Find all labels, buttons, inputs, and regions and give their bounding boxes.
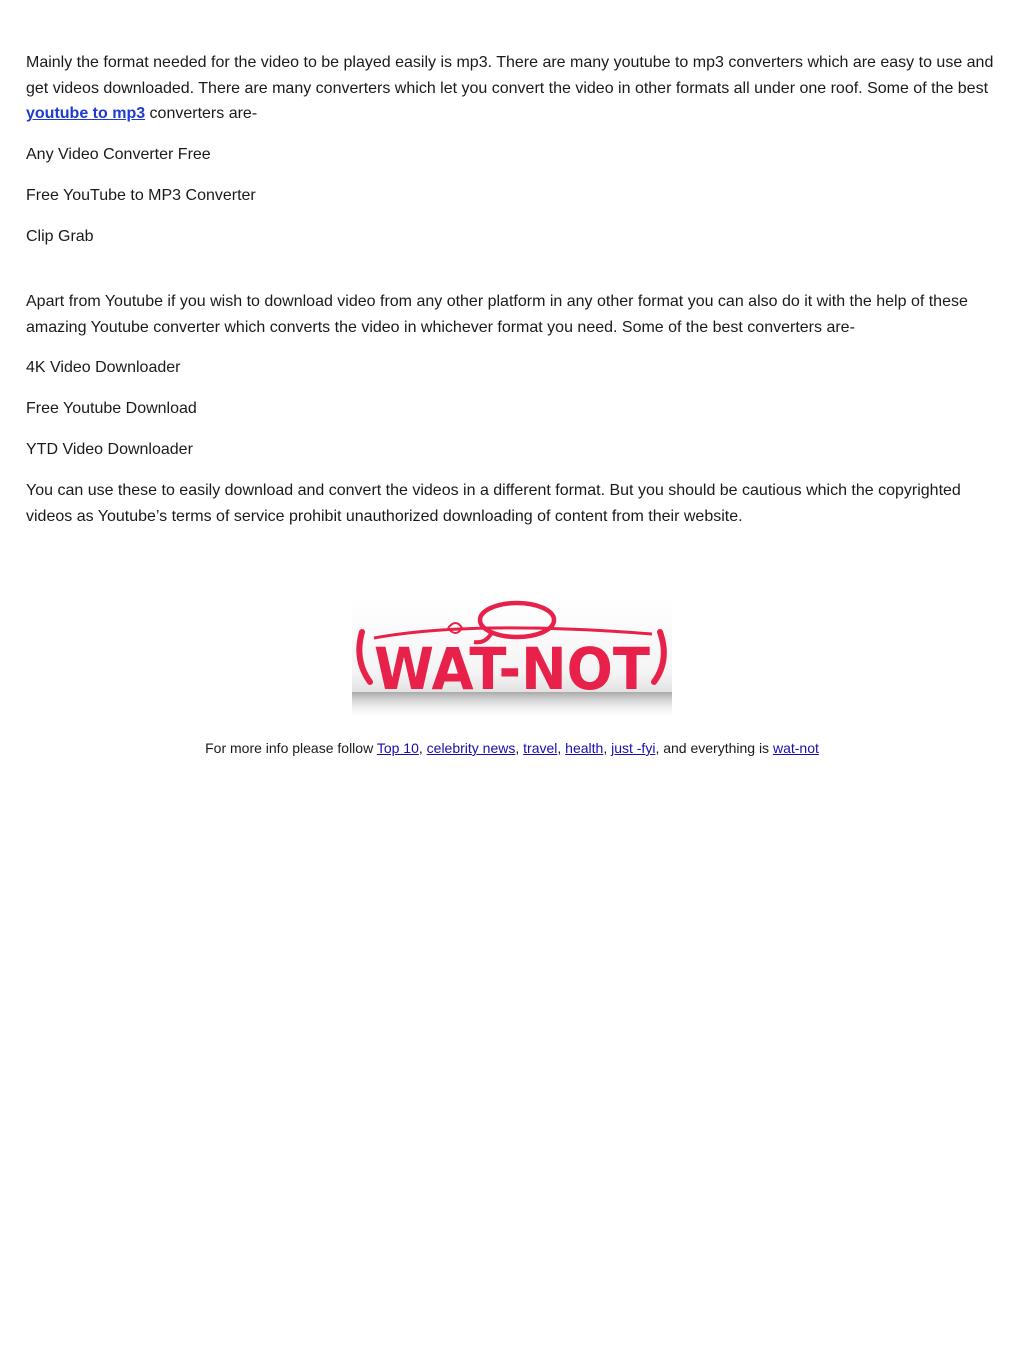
celebrity-news-link[interactable]: celebrity news xyxy=(426,740,516,756)
list-item: Any Video Converter Free xyxy=(26,145,211,163)
footer-separator: , xyxy=(418,740,427,756)
footer-separator: , xyxy=(603,740,612,756)
intro-text-before-link: Mainly the format needed for the video to be played easily is mp3. There are many youtube to mp3 converters which are easy to use and get videos downloaded. There are many converters which let you convert the video in other formats all under one roof. Some of the best xyxy=(26,54,994,97)
footer-links xyxy=(0,738,1024,758)
footer-prefix: For more info please follow xyxy=(205,740,377,756)
wat-not-logo xyxy=(352,598,672,722)
footer-separator: , xyxy=(557,740,566,756)
top-10-link[interactable]: Top 10 xyxy=(376,740,419,756)
list-item: YTD Video Downloader xyxy=(26,441,193,458)
youtube-to-mp3-link[interactable]: youtube to mp3 xyxy=(26,105,146,122)
document-body xyxy=(26,50,1001,544)
health-link[interactable]: health xyxy=(565,740,604,756)
travel-link[interactable]: travel xyxy=(523,740,558,756)
list-item: 4K Video Downloader xyxy=(26,359,181,376)
other-platforms-paragraph: Apart from Youtube if you wish to download video from any other platform in any other format you can also do it with the help of these amazing Youtube converter which converts the video in whichever format you need. Some of the best converters are- xyxy=(26,293,968,336)
list-item: Clip Grab xyxy=(26,227,94,245)
intro-text-after-link: converters are- xyxy=(145,105,258,122)
footer-separator: , xyxy=(515,740,524,756)
just-fyi-link[interactable]: just -fyi xyxy=(611,740,656,756)
footer-middle: , and everything is xyxy=(655,740,773,756)
logo-wordmark: WAT-NOT xyxy=(374,635,651,703)
list-item: Free Youtube Download xyxy=(26,400,197,417)
caution-paragraph: You can use these to easily download and convert the videos in a different format. But you should be cautious which the copyrighted videos as Youtube’s terms of service prohibit unauthorized downloading of content from their website. xyxy=(26,482,961,525)
intro-paragraph xyxy=(26,50,1001,127)
wat-not-link[interactable]: wat-not xyxy=(772,740,819,756)
list-item: Free YouTube to MP3 Converter xyxy=(26,186,256,204)
